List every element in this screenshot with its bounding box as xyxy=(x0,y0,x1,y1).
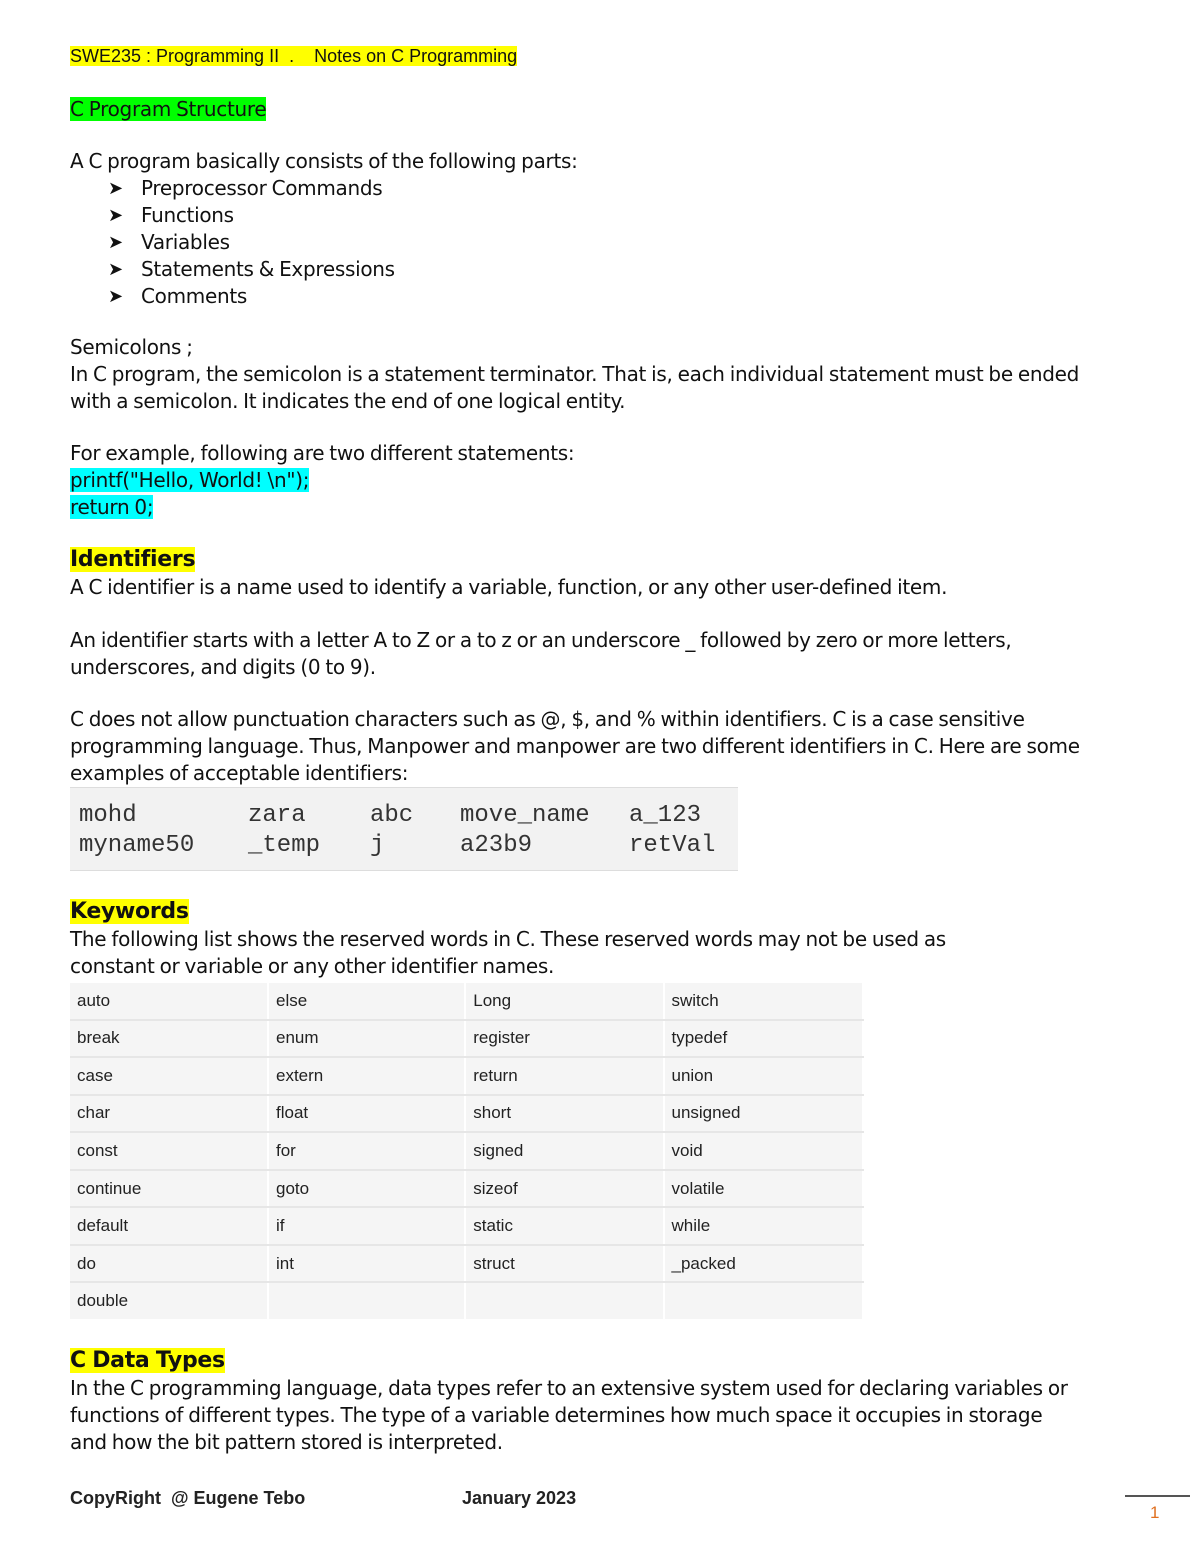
keyword-cell: unsigned xyxy=(664,1095,864,1133)
keyword-cell: signed xyxy=(465,1132,663,1170)
keyword-cell: static xyxy=(465,1207,663,1245)
list-item: ➤ Comments xyxy=(108,284,248,308)
footer-copyright: CopyRight @ Eugene Tebo xyxy=(70,1488,306,1508)
table-row xyxy=(70,1207,863,1245)
code-line-return: return 0; xyxy=(70,495,154,519)
keywords-heading: Keywords xyxy=(70,899,189,924)
keyword-cell: else xyxy=(268,983,465,1020)
keyword-cell: short xyxy=(465,1095,663,1133)
table-row xyxy=(79,830,715,860)
keywords-table-body xyxy=(70,983,863,1319)
program-structure-intro: A C program basically consists of the following parts: xyxy=(70,149,578,173)
keyword-cell: float xyxy=(268,1095,465,1133)
data-types-heading: C Data Types xyxy=(70,1348,225,1373)
table-cell: a23b9 xyxy=(460,831,533,859)
identifier-examples-table xyxy=(79,800,715,860)
identifiers-paragraph-2: An identifier starts with a letter A to Z or a to z or an underscore _ followed by zero or more letters, underscores, and digits (0 to 9). xyxy=(70,628,1012,679)
keyword-cell: struct xyxy=(465,1245,663,1283)
semicolons-title: Semicolons ; xyxy=(70,335,193,359)
table-row xyxy=(70,1020,863,1058)
keyword-cell: continue xyxy=(70,1170,268,1208)
keyword-cell: void xyxy=(664,1132,864,1170)
keyword-cell: double xyxy=(70,1282,268,1319)
keyword-cell: register xyxy=(465,1020,663,1058)
code-line-printf: printf("Hello, World! \n"); xyxy=(70,468,310,492)
keyword-cell: for xyxy=(268,1132,465,1170)
identifier-examples-box xyxy=(70,787,738,871)
keyword-cell: break xyxy=(70,1020,268,1058)
keyword-cell: do xyxy=(70,1245,268,1283)
header-title: SWE235 : Programming II . Notes on C Programming xyxy=(70,46,518,66)
table-cell: myname50 xyxy=(79,831,195,859)
keyword-cell xyxy=(465,1282,663,1319)
table-row xyxy=(70,1170,863,1208)
table-cell: mohd xyxy=(79,801,137,829)
arrow-bullet-icon: ➤ xyxy=(108,259,123,280)
arrow-bullet-icon: ➤ xyxy=(108,286,123,307)
table-cell: _temp xyxy=(248,831,321,859)
program-structure-heading: C Program Structure xyxy=(70,97,267,121)
keyword-cell: sizeof xyxy=(465,1170,663,1208)
footer-date: January 2023 xyxy=(462,1488,577,1508)
keyword-cell: int xyxy=(268,1245,465,1283)
keyword-cell: char xyxy=(70,1095,268,1133)
keywords-section xyxy=(70,898,1130,980)
keyword-cell: default xyxy=(70,1207,268,1245)
table-cell: a_123 xyxy=(629,801,702,829)
keyword-cell: while xyxy=(664,1207,864,1245)
program-structure-intro-block xyxy=(70,148,1130,310)
program-parts-list xyxy=(70,175,1130,310)
table-cell: abc xyxy=(370,801,414,829)
keywords-text: The following list shows the reserved words in C. These reserved words may not be used as constant or variable or any other identifier names. xyxy=(70,927,946,978)
program-structure-section xyxy=(70,96,1130,123)
keyword-cell: union xyxy=(664,1057,864,1095)
keyword-cell: goto xyxy=(268,1170,465,1208)
semicolons-text: In C program, the semicolon is a statement terminator. That is, each individual statement must be ended with a semicolon. It indicates the end of one logical entity. xyxy=(70,362,1080,413)
arrow-bullet-icon: ➤ xyxy=(108,178,123,199)
keyword-cell: return xyxy=(465,1057,663,1095)
keyword-cell: typedef xyxy=(664,1020,864,1058)
table-row xyxy=(70,1132,863,1170)
keyword-cell: if xyxy=(268,1207,465,1245)
list-item: ➤ Functions xyxy=(108,203,234,227)
keyword-cell: auto xyxy=(70,983,268,1020)
data-types-text: In the C programming language, data types refer to an extensive system used for declaring variables or functions of different types. The type of a variable determines how much space it occupies in storage and how the bit pattern stored is interpreted. xyxy=(70,1376,1068,1454)
table-cell: zara xyxy=(248,801,306,829)
keyword-cell: enum xyxy=(268,1020,465,1058)
table-row xyxy=(70,1282,863,1319)
keywords-table xyxy=(70,983,864,1319)
page-header xyxy=(70,44,517,68)
identifiers-paragraph-2-block xyxy=(70,627,1130,681)
list-item: ➤ Variables xyxy=(108,230,230,254)
page-number: 1 xyxy=(1150,1503,1160,1522)
data-types-section xyxy=(70,1347,1130,1456)
keyword-cell: volatile xyxy=(664,1170,864,1208)
table-cell: j xyxy=(370,831,385,859)
list-item: ➤ Preprocessor Commands xyxy=(108,176,383,200)
keyword-cell: _packed xyxy=(664,1245,864,1283)
keyword-cell: extern xyxy=(268,1057,465,1095)
identifiers-paragraph-1: A C identifier is a name used to identify a variable, function, or any other user-defined item. xyxy=(70,575,948,599)
arrow-bullet-icon: ➤ xyxy=(108,232,123,253)
example-intro: For example, following are two different statements: xyxy=(70,441,575,465)
keyword-cell: switch xyxy=(664,983,864,1020)
arrow-bullet-icon: ➤ xyxy=(108,205,123,226)
keyword-cell: case xyxy=(70,1057,268,1095)
list-item: ➤ Statements & Expressions xyxy=(108,257,395,281)
keyword-cell xyxy=(268,1282,465,1319)
keyword-cell: Long xyxy=(465,983,663,1020)
identifiers-section xyxy=(70,546,1130,601)
table-cell: move_name xyxy=(460,801,590,829)
keyword-cell xyxy=(664,1282,864,1319)
semicolons-example xyxy=(70,440,1130,521)
table-row xyxy=(70,1057,863,1095)
semicolons-section xyxy=(70,334,1130,415)
identifiers-paragraph-3-block xyxy=(70,706,1130,787)
keyword-cell: const xyxy=(70,1132,268,1170)
identifiers-paragraph-3: C does not allow punctuation characters such as @, $, and % within identifiers. C is a case sensitive programming language. Thus, Manpower and manpower are two different identifiers in C. Here are some examples of acceptable identifiers: xyxy=(70,707,1080,785)
page-number-divider xyxy=(1125,1495,1190,1497)
table-row xyxy=(70,1245,863,1283)
table-row xyxy=(79,800,715,830)
table-cell: retVal xyxy=(629,831,716,859)
identifiers-heading: Identifiers xyxy=(70,547,196,572)
table-row xyxy=(70,983,863,1020)
table-row xyxy=(70,1095,863,1133)
